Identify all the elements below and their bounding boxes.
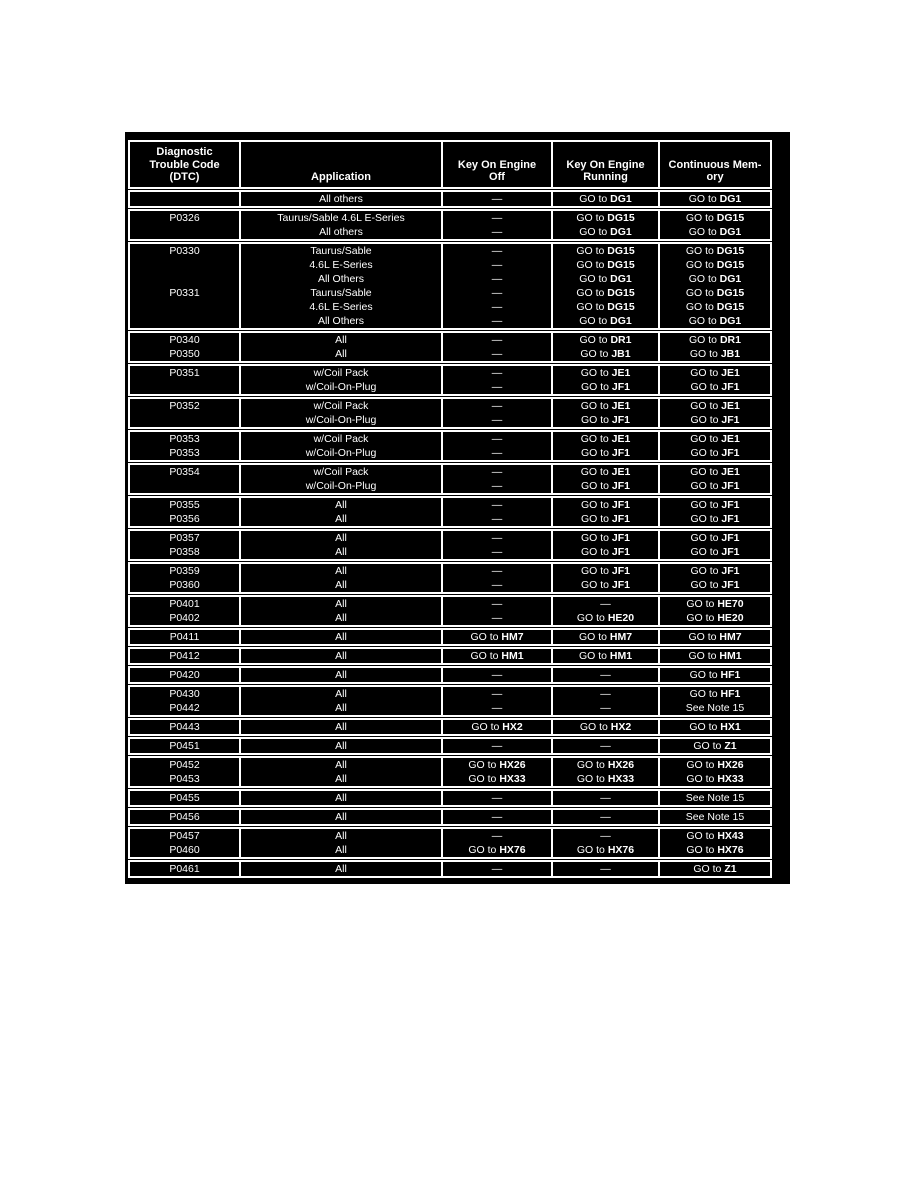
continuous-memory-cell: GO to JF1 (659, 413, 771, 430)
application-cell: All (240, 807, 442, 826)
continuous-memory-cell: GO to DG15 (659, 300, 771, 314)
application-cell: Taurus/Sable 4.6L E-Series (240, 208, 442, 225)
table-row (129, 772, 771, 789)
table-row (129, 826, 771, 843)
table-row (129, 665, 771, 684)
application-cell: All (240, 594, 442, 611)
key-on-engine-off-cell: — (442, 807, 552, 826)
application-cell: All (240, 330, 442, 347)
table-row (129, 429, 771, 446)
key-on-engine-off-cell: — (442, 189, 552, 208)
key-on-engine-running-cell: GO to DG15 (552, 258, 659, 272)
application-cell: 4.6L E-Series (240, 258, 442, 272)
key-on-engine-running-cell: GO to DG15 (552, 208, 659, 225)
header-line: Key On Engine (457, 158, 537, 171)
application-cell: All (240, 859, 442, 877)
key-on-engine-off-cell: — (442, 512, 552, 529)
dtc-cell: P0461 (129, 859, 240, 877)
dtc-cell (129, 479, 240, 496)
key-on-engine-off-cell: — (442, 429, 552, 446)
key-on-engine-running-cell: GO to DG1 (552, 272, 659, 286)
table-row (129, 684, 771, 701)
table-row (129, 701, 771, 718)
key-on-engine-running-cell: GO to JF1 (552, 512, 659, 529)
header-line: ory (706, 171, 724, 183)
continuous-memory-cell: GO to JF1 (659, 479, 771, 496)
application-cell: w/Coil-On-Plug (240, 413, 442, 430)
application-cell: w/Coil Pack (240, 462, 442, 479)
continuous-memory-cell: GO to DG1 (659, 272, 771, 286)
key-on-engine-running-cell: GO to JF1 (552, 495, 659, 512)
continuous-memory-cell: See Note 15 (659, 788, 771, 807)
application-cell: All others (240, 225, 442, 242)
key-on-engine-off-cell: GO to HM7 (442, 627, 552, 646)
key-on-engine-off-cell: — (442, 788, 552, 807)
continuous-memory-cell: GO to DG1 (659, 225, 771, 242)
key-on-engine-running-cell: GO to DG1 (552, 314, 659, 331)
dtc-cell (129, 258, 240, 272)
key-on-engine-off-cell: — (442, 594, 552, 611)
header-line: Trouble Code (149, 158, 220, 171)
application-cell: All (240, 772, 442, 789)
key-on-engine-running-cell: GO to DG15 (552, 286, 659, 300)
dtc-cell: P0354 (129, 462, 240, 479)
application-cell: All (240, 788, 442, 807)
key-on-engine-running-cell: GO to HM7 (552, 627, 659, 646)
application-cell: All (240, 512, 442, 529)
application-cell: All (240, 701, 442, 718)
key-on-engine-running-cell: — (552, 684, 659, 701)
table-row (129, 646, 771, 665)
dtc-cell: P0358 (129, 545, 240, 562)
key-on-engine-off-cell: — (442, 300, 552, 314)
application-cell: All Others (240, 272, 442, 286)
dtc-cell: P0350 (129, 347, 240, 364)
dtc-cell: P0326 (129, 208, 240, 225)
table-row (129, 286, 771, 300)
table-row (129, 225, 771, 242)
application-cell: w/Coil Pack (240, 396, 442, 413)
continuous-memory-cell: GO to DR1 (659, 330, 771, 347)
key-on-engine-running-cell: GO to DG15 (552, 241, 659, 258)
dtc-table-panel (125, 132, 790, 884)
table-row (129, 380, 771, 397)
header-row (129, 141, 771, 189)
key-on-engine-running-cell: GO to HX26 (552, 755, 659, 772)
key-on-engine-off-cell: — (442, 736, 552, 755)
table-row (129, 189, 771, 208)
continuous-memory-cell: GO to JF1 (659, 446, 771, 463)
application-cell: All (240, 826, 442, 843)
continuous-memory-cell: GO to JF1 (659, 512, 771, 529)
continuous-memory-cell: GO to HM7 (659, 627, 771, 646)
key-on-engine-off-cell: — (442, 826, 552, 843)
table-row (129, 347, 771, 364)
continuous-memory-cell: GO to JF1 (659, 545, 771, 562)
table-row (129, 545, 771, 562)
continuous-memory-cell: GO to DG15 (659, 241, 771, 258)
col-header-continuous-memory (659, 141, 771, 189)
dtc-cell: P0340 (129, 330, 240, 347)
dtc-cell: P0331 (129, 286, 240, 300)
dtc-cell: P0420 (129, 665, 240, 684)
dtc-cell: P0430 (129, 684, 240, 701)
application-cell: All (240, 665, 442, 684)
continuous-memory-cell: GO to HE20 (659, 611, 771, 628)
table-row (129, 859, 771, 877)
application-cell: w/Coil Pack (240, 429, 442, 446)
application-cell: All (240, 528, 442, 545)
application-cell: All (240, 684, 442, 701)
dtc-cell: P0443 (129, 717, 240, 736)
continuous-memory-cell: GO to HX1 (659, 717, 771, 736)
key-on-engine-off-cell: GO to HX33 (442, 772, 552, 789)
header-line: (DTC) (169, 171, 200, 183)
key-on-engine-running-cell: GO to HE20 (552, 611, 659, 628)
dtc-cell (129, 314, 240, 331)
key-on-engine-running-cell: — (552, 665, 659, 684)
key-on-engine-off-cell: — (442, 225, 552, 242)
key-on-engine-running-cell: GO to JF1 (552, 413, 659, 430)
key-on-engine-running-cell: — (552, 594, 659, 611)
table-row (129, 396, 771, 413)
dtc-cell: P0330 (129, 241, 240, 258)
application-cell: All (240, 578, 442, 595)
continuous-memory-cell: GO to JE1 (659, 429, 771, 446)
dtc-cell: P0355 (129, 495, 240, 512)
key-on-engine-running-cell: GO to DG1 (552, 189, 659, 208)
key-on-engine-running-cell: GO to JE1 (552, 429, 659, 446)
continuous-memory-cell: GO to HF1 (659, 665, 771, 684)
continuous-memory-cell: GO to Z1 (659, 736, 771, 755)
header-line: Continuous Mem- (668, 158, 762, 171)
dtc-cell: P0352 (129, 396, 240, 413)
header-line: Running (583, 171, 628, 183)
table-row (129, 717, 771, 736)
key-on-engine-off-cell: — (442, 330, 552, 347)
table-row (129, 594, 771, 611)
application-cell: All (240, 717, 442, 736)
continuous-memory-cell: GO to JF1 (659, 578, 771, 595)
key-on-engine-off-cell: — (442, 495, 552, 512)
dtc-cell (129, 272, 240, 286)
dtc-cell: P0360 (129, 578, 240, 595)
application-cell: Taurus/Sable (240, 241, 442, 258)
table-row (129, 627, 771, 646)
key-on-engine-running-cell: GO to JF1 (552, 479, 659, 496)
continuous-memory-cell: GO to JF1 (659, 528, 771, 545)
header-line: Key On Engine (566, 158, 645, 171)
col-header-dtc (129, 141, 240, 189)
dtc-cell: P0442 (129, 701, 240, 718)
key-on-engine-off-cell: — (442, 413, 552, 430)
application-cell: w/Coil-On-Plug (240, 446, 442, 463)
table-row (129, 241, 771, 258)
key-on-engine-running-cell: — (552, 736, 659, 755)
header-line: Diagnostic (156, 146, 213, 158)
continuous-memory-cell: GO to JE1 (659, 462, 771, 479)
application-cell: All (240, 347, 442, 364)
application-cell: All others (240, 189, 442, 208)
continuous-memory-cell: GO to HX76 (659, 843, 771, 860)
continuous-memory-cell: GO to JE1 (659, 363, 771, 380)
application-cell: All (240, 611, 442, 628)
application-cell: All (240, 545, 442, 562)
application-cell: All Others (240, 314, 442, 331)
key-on-engine-off-cell: — (442, 684, 552, 701)
key-on-engine-off-cell: — (442, 272, 552, 286)
table-row (129, 462, 771, 479)
continuous-memory-cell: GO to DG15 (659, 208, 771, 225)
dtc-cell: P0451 (129, 736, 240, 755)
application-cell: 4.6L E-Series (240, 300, 442, 314)
application-cell: All (240, 755, 442, 772)
continuous-memory-cell: GO to HX26 (659, 755, 771, 772)
key-on-engine-off-cell: — (442, 545, 552, 562)
key-on-engine-off-cell: — (442, 462, 552, 479)
application-cell: Taurus/Sable (240, 286, 442, 300)
key-on-engine-running-cell: GO to JF1 (552, 545, 659, 562)
dtc-table (128, 140, 772, 878)
continuous-memory-cell: See Note 15 (659, 807, 771, 826)
key-on-engine-off-cell: — (442, 859, 552, 877)
application-cell: All (240, 736, 442, 755)
table-row (129, 413, 771, 430)
dtc-cell (129, 380, 240, 397)
key-on-engine-off-cell: — (442, 363, 552, 380)
header-line: Off (489, 171, 505, 183)
key-on-engine-off-cell: — (442, 479, 552, 496)
key-on-engine-off-cell: — (442, 701, 552, 718)
application-cell: All (240, 627, 442, 646)
continuous-memory-cell: GO to JF1 (659, 380, 771, 397)
key-on-engine-off-cell: — (442, 665, 552, 684)
key-on-engine-running-cell: GO to HX76 (552, 843, 659, 860)
table-row (129, 788, 771, 807)
continuous-memory-cell: GO to HF1 (659, 684, 771, 701)
table-row (129, 843, 771, 860)
continuous-memory-cell: GO to HE70 (659, 594, 771, 611)
col-header-key-on-engine-off (442, 141, 552, 189)
table-row (129, 258, 771, 272)
dtc-cell: P0401 (129, 594, 240, 611)
continuous-memory-cell: GO to HM1 (659, 646, 771, 665)
continuous-memory-cell: GO to DG15 (659, 258, 771, 272)
key-on-engine-off-cell: — (442, 208, 552, 225)
table-row (129, 314, 771, 331)
dtc-cell: P0351 (129, 363, 240, 380)
dtc-cell: P0452 (129, 755, 240, 772)
key-on-engine-running-cell: GO to HM1 (552, 646, 659, 665)
key-on-engine-running-cell: — (552, 701, 659, 718)
dtc-cell: P0356 (129, 512, 240, 529)
key-on-engine-off-cell: — (442, 347, 552, 364)
dtc-cell (129, 225, 240, 242)
continuous-memory-cell: GO to JB1 (659, 347, 771, 364)
key-on-engine-off-cell: — (442, 241, 552, 258)
table-row (129, 611, 771, 628)
continuous-memory-cell: See Note 15 (659, 701, 771, 718)
continuous-memory-cell: GO to DG1 (659, 189, 771, 208)
continuous-memory-cell: GO to DG1 (659, 314, 771, 331)
key-on-engine-running-cell: — (552, 826, 659, 843)
key-on-engine-running-cell: GO to JE1 (552, 396, 659, 413)
dtc-cell (129, 413, 240, 430)
dtc-cell: P0456 (129, 807, 240, 826)
dtc-cell: P0353 (129, 429, 240, 446)
table-row (129, 479, 771, 496)
table-row (129, 208, 771, 225)
table-row (129, 807, 771, 826)
key-on-engine-off-cell: GO to HX76 (442, 843, 552, 860)
key-on-engine-off-cell: — (442, 380, 552, 397)
key-on-engine-off-cell: — (442, 528, 552, 545)
header-line: Application (311, 171, 371, 183)
table-row (129, 578, 771, 595)
key-on-engine-running-cell: GO to JF1 (552, 446, 659, 463)
dtc-cell: P0457 (129, 826, 240, 843)
application-cell: All (240, 843, 442, 860)
table-row (129, 363, 771, 380)
application-cell: w/Coil-On-Plug (240, 380, 442, 397)
continuous-memory-cell: GO to HX43 (659, 826, 771, 843)
key-on-engine-running-cell: GO to DG1 (552, 225, 659, 242)
key-on-engine-off-cell: GO to HX26 (442, 755, 552, 772)
key-on-engine-off-cell: — (442, 314, 552, 331)
col-header-key-on-engine-running (552, 141, 659, 189)
table-row (129, 755, 771, 772)
table-row (129, 330, 771, 347)
continuous-memory-cell: GO to JF1 (659, 495, 771, 512)
table-row (129, 561, 771, 578)
key-on-engine-off-cell: — (442, 396, 552, 413)
key-on-engine-running-cell: GO to JF1 (552, 380, 659, 397)
key-on-engine-running-cell: — (552, 807, 659, 826)
table-row (129, 446, 771, 463)
key-on-engine-off-cell: GO to HM1 (442, 646, 552, 665)
dtc-cell: P0411 (129, 627, 240, 646)
key-on-engine-running-cell: — (552, 788, 659, 807)
key-on-engine-off-cell: — (442, 578, 552, 595)
table-row (129, 300, 771, 314)
continuous-memory-cell: GO to Z1 (659, 859, 771, 877)
key-on-engine-running-cell: GO to JB1 (552, 347, 659, 364)
application-cell: All (240, 495, 442, 512)
application-cell: w/Coil Pack (240, 363, 442, 380)
dtc-cell: P0353 (129, 446, 240, 463)
dtc-cell: P0453 (129, 772, 240, 789)
key-on-engine-running-cell: GO to JF1 (552, 578, 659, 595)
application-cell: All (240, 646, 442, 665)
key-on-engine-running-cell: — (552, 859, 659, 877)
dtc-cell: P0460 (129, 843, 240, 860)
application-cell: w/Coil-On-Plug (240, 479, 442, 496)
key-on-engine-off-cell: GO to HX2 (442, 717, 552, 736)
continuous-memory-cell: GO to HX33 (659, 772, 771, 789)
table-row (129, 736, 771, 755)
dtc-cell: P0455 (129, 788, 240, 807)
key-on-engine-off-cell: — (442, 561, 552, 578)
key-on-engine-running-cell: GO to JF1 (552, 528, 659, 545)
col-header-application (240, 141, 442, 189)
dtc-cell: P0359 (129, 561, 240, 578)
continuous-memory-cell: GO to JF1 (659, 561, 771, 578)
application-cell: All (240, 561, 442, 578)
dtc-table-body (129, 189, 771, 877)
table-row (129, 272, 771, 286)
dtc-cell: P0412 (129, 646, 240, 665)
key-on-engine-running-cell: GO to HX33 (552, 772, 659, 789)
key-on-engine-running-cell: GO to JF1 (552, 561, 659, 578)
dtc-cell (129, 300, 240, 314)
key-on-engine-running-cell: GO to HX2 (552, 717, 659, 736)
key-on-engine-running-cell: GO to JE1 (552, 462, 659, 479)
table-row (129, 512, 771, 529)
key-on-engine-off-cell: — (442, 258, 552, 272)
key-on-engine-running-cell: GO to JE1 (552, 363, 659, 380)
key-on-engine-running-cell: GO to DR1 (552, 330, 659, 347)
dtc-cell: P0357 (129, 528, 240, 545)
dtc-cell (129, 189, 240, 208)
table-row (129, 495, 771, 512)
table-row (129, 528, 771, 545)
continuous-memory-cell: GO to DG15 (659, 286, 771, 300)
key-on-engine-off-cell: — (442, 611, 552, 628)
key-on-engine-running-cell: GO to DG15 (552, 300, 659, 314)
key-on-engine-off-cell: — (442, 446, 552, 463)
key-on-engine-off-cell: — (442, 286, 552, 300)
dtc-cell: P0402 (129, 611, 240, 628)
continuous-memory-cell: GO to JE1 (659, 396, 771, 413)
